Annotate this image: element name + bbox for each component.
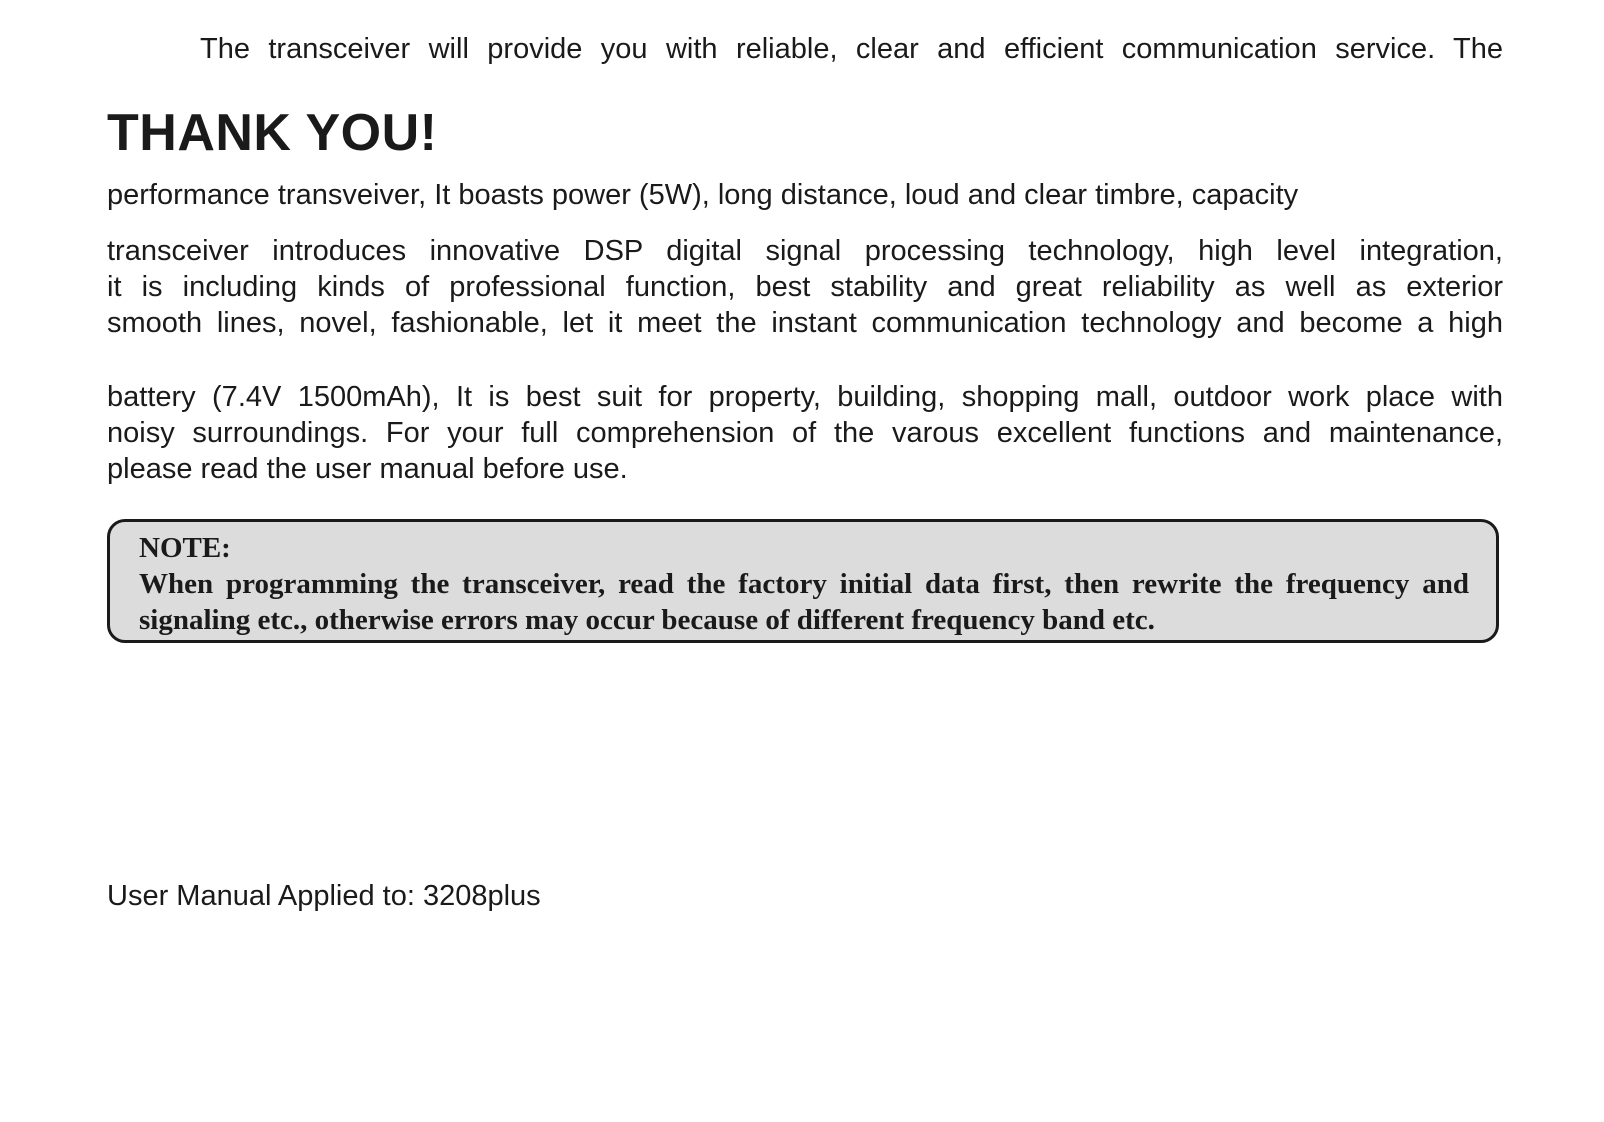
applied-model-footer: User Manual Applied to: 3208plus (107, 880, 541, 912)
paragraph-line: noisy surroundings. For your full comprehension of the varous excellent functions and maintenance, (107, 417, 1503, 449)
paragraph-line: performance transveiver, It boasts power (5W), long distance, loud and clear timbre, capacity (107, 179, 1299, 211)
note-box (107, 519, 1499, 643)
note-line: When programming the transceiver, read the factory initial data first, then rewrite the frequency and (139, 568, 1469, 600)
page-title: THANK YOU! (107, 104, 438, 162)
intro-line: The transceiver will provide you with reliable, clear and efficient communication service. The (200, 33, 1503, 65)
note-label: NOTE: (139, 532, 231, 564)
note-line: signaling etc., otherwise errors may occur because of different frequency band etc. (139, 604, 1155, 636)
paragraph-line: smooth lines, novel, fashionable, let it meet the instant communication technology and become a high (107, 307, 1503, 339)
paragraph-line: battery (7.4V 1500mAh), It is best suit for property, building, shopping mall, outdoor work place with (107, 381, 1503, 413)
paragraph-line: please read the user manual before use. (107, 453, 628, 485)
paragraph-line: transceiver introduces innovative DSP digital signal processing technology, high level integration, (107, 235, 1503, 267)
paragraph-line: it is including kinds of professional function, best stability and great reliability as well as exterior (107, 271, 1503, 303)
